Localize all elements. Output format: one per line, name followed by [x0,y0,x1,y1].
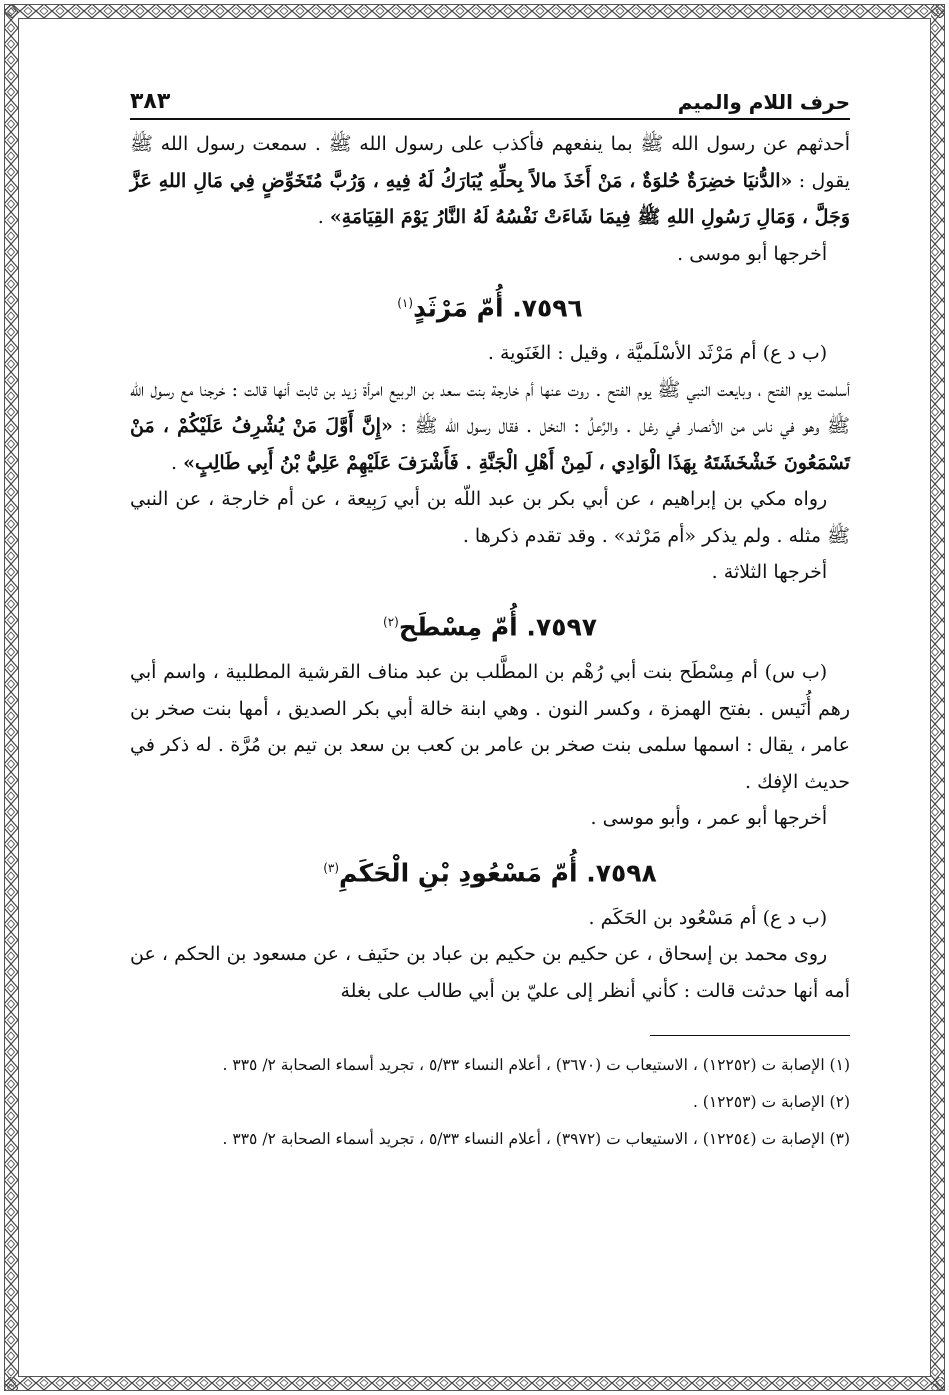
entry-text: أسلمت يوم الفتح ، وبايعت النبي ﷺ يوم الفتح . روت عنها أم خارجة بنت سعد بن الربيع امرأة زيد بن ثابت أنها قالت : خرجنا مع رسول الله ﷺ وهو في ناس من الأنصار في رغل . والرَّعلُ : النخل . فقال رسول الله ﷺ : [130,378,850,438]
intro-extracted-by: أخرجها أبو موسى . [677,242,828,265]
running-header [130,78,850,114]
footnotes [130,1050,850,1155]
entry-line: أخرجها الثلاثة . [711,561,828,584]
footnote-ref: (٢) [383,614,399,629]
intro-end: . [317,206,330,228]
running-title: حرف اللام والميم [677,90,850,114]
book-page [130,78,850,1161]
entry-title-7598 [130,849,850,892]
entry-title-7596 [130,284,850,327]
entry-line: رواه مكي بن إبراهيم ، عن أبي بكر بن عبد اللّه بن أبي رَبِيعة ، عن أم خارجة ، عن النبي ﷺ مثله . ولم يذكر «أم مَرْثد» . وقد تقدم ذكرها . [130,488,850,547]
entry-title-text: ٧٥٩٨. أُمّ مَسْعُودِ بْنِ الْحَكَمِ [339,857,657,887]
footnote-ref: (١) [397,296,414,310]
entry-line: (ب د ع) أم مَرْثَد الأسْلَميَّة ، وقيل : الغَنَوية . [487,342,828,365]
footnote: (١) الإصابة ت (١٢٢٥٢) ، الاستيعاب ت (٣٦٧٠) ، أعلام النساء ٥/٣٣ ، تجريد أسماء الصحابة ٢/ ٣٣٥ . [222,1056,850,1075]
entry-end: . [171,451,184,474]
footnote: (٢) الإصابة ت (١٢٢٥٣) . [692,1093,850,1112]
entry-line: (ب د ع) أم مَسْعُود بن الحَكَم . [588,906,828,929]
entry-line: (ب س) أم مِسْطَح بنت أبي رُهْم بن المطَّلب بن عبد مناف القرشية المطلبية ، واسم أبي رهم أُنَيس . بفتح الهمزة ، وكسر النون . وهي ابنة خالة أبي بكر الصديق ، أمها بنت صخر بن عامر ، يقال : اسمها سلمى بنت صخر بن عامر بن كعب بن سعد بن تيم بن مُرَّة . له ذكر في حديث الإفك . [130,661,850,793]
intro-text: أحدثهم عن رسول الله ﷺ بما ينفعهم فأكذب على رسول الله ﷺ . سمعت رسول الله ﷺ يقول : [130,133,850,192]
entry-title-text: ٧٥٩٦. أُمّ مَرْثَدٍ [413,293,583,323]
entry-title-text: ٧٥٩٧. أُمّ مِسْطَح [398,612,597,642]
footnote-ref: (٣) [323,860,340,875]
page-number: ٣٨٣ [130,89,171,114]
hadith-quote: «الدُّنيَا خضِرَةٌ حُلوَةٌ ، مَنْ أَخَذَ مالاً بِحلِّهِ يُبَارَكُ لَهُ فِيهِ ، وَرُبَّ مُتَخَوِّضٍ فِي مَالِ اللهِ عَزَّ وَجَلَّ ، وَمَالِ رَسُولِ اللهِ ﷺ فِيمَا شَاءَتْ نَفْسُهُ لَهُ النَّارُ يَوْمَ القِيَامَةِ» [130,169,850,228]
entry-paragraph [130,372,850,482]
entry-line: روى محمد بن إسحاق ، عن حكيم بن حكيم بن عباد بن حنَيف ، عن مسعود بن الحكم ، عن أمه أنها حدثت قالت : كأني أنظر إلى عليّ بن أبي طالب على بغلة [130,943,850,1002]
footnote-rule [650,1035,850,1036]
footnote: (٣) الإصابة ت (١٢٢٥٤) ، الاستيعاب ت (٣٩٧٢) ، أعلام النساء ٥/٣٣ ، تجريد أسماء الصحابة ٢/ ٣٣٥ . [222,1130,850,1149]
intro-paragraph [130,126,850,236]
entry-title-7597 [130,603,850,646]
header-rule [130,118,850,120]
entry-line: أخرجها أبو عمر ، وأبو موسى . [590,807,828,830]
hadith-quote: «إِنَّ أَوَّلَ مَنْ يُشْرِفُ عَلَيْكُمْ ، مَنْ تَسْمَعُونَ خَشْخَشَتَهُ بِهَذَا الْوَادِي ، لَمِنْ أَهْلِ الْجَنَّةِ . فَأَشْرَفَ عَلَيْهِمْ عَلِيُّ بْنُ أَبِي طَالِبٍ» [130,415,850,474]
